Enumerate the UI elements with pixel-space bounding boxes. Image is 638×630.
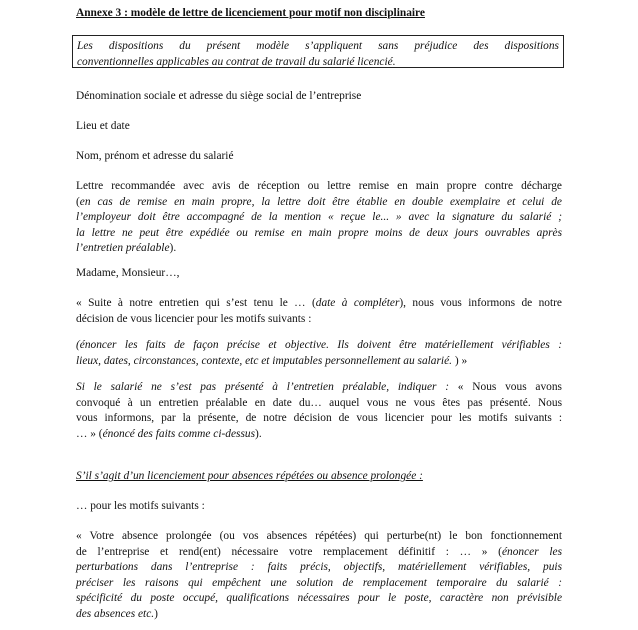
paragraph-facts — [76, 338, 562, 369]
text-line: spécificité du poste occupé, qualifications nécessaires pour le poste, caractère non prévisible — [76, 592, 562, 605]
text-line: … » (énoncé des faits comme ci-dessus). — [76, 427, 262, 440]
company-line: Dénomination sociale et adresse du siège social de l’entreprise — [76, 90, 362, 102]
salutation: Madame, Monsieur…, — [76, 267, 180, 279]
employee-line: Nom, prénom et adresse du salarié — [76, 150, 234, 162]
text-line: préciser les raisons qui empêchent une solution de remplacement temporaire du salarié : — [76, 576, 562, 589]
section-heading: S’il s’agit d’un licenciement pour absences répétées ou absence prolongée : — [76, 470, 423, 482]
text-line: « Suite à notre entretien qui s’est tenu le … (date à compléter), nous vous informons de notre — [76, 297, 562, 309]
paragraph-absence — [76, 529, 562, 623]
text-line: Lettre recommandée avec avis de réception ou lettre remise en main propre contre décharge — [76, 180, 562, 192]
text-line: (énoncer les faits de façon précise et objective. Ils doivent être matériellement vérifiables : — [76, 339, 562, 351]
text-line: de l’entreprise et rend(ent) nécessaire votre remplacement définitif : … » (énoncer les — [76, 545, 562, 558]
place-date-line: Lieu et date — [76, 120, 130, 132]
text-line: vous informons, par la présente, de notre décision de vous licencier pour les motifs suivants : — [76, 412, 562, 425]
text-line: décision de vous licencier pour les motifs suivants : — [76, 312, 312, 325]
text-line: (en cas de remise en main propre, la lettre doit être établie en double exemplaire et celui de — [76, 195, 562, 208]
annex-title: Annexe 3 : modèle de lettre de licenciement pour motif non disciplinaire — [76, 7, 425, 19]
text-line: l’entretien préalable). — [76, 242, 177, 255]
paragraph-motifs — [76, 296, 562, 327]
text-line: la lettre ne peut être expédiée ou remise en main propre moins de deux jours ouvrables après — [76, 226, 562, 239]
text-line: Si le salarié ne s’est pas présenté à l’entretien préalable, indiquer : « Nous vous avons — [76, 381, 562, 393]
letter-mode-paragraph — [76, 179, 562, 257]
text-line: convoqué à un entretien préalable en date du… auquel vous ne vous êtes pas présenté. Nous — [76, 396, 562, 409]
notice-box — [72, 35, 564, 68]
text-line: des absences etc.) — [76, 607, 158, 620]
motifs-line: … pour les motifs suivants : — [76, 500, 205, 512]
notice-line: conventionnelles applicables au contrat de travail du salarié licencié. — [77, 55, 396, 68]
text-line: « Votre absence prolongée (ou vos absences répétées) qui perturbe(nt) le bon fonctionnement — [76, 530, 562, 542]
notice-line: Les dispositions du présent modèle s’appliquent sans préjudice des dispositions — [77, 40, 559, 52]
paragraph-absent-interview — [76, 380, 562, 442]
text-line: lieux, dates, circonstances, contexte, etc et imputables personnellement au salarié. ) » — [76, 354, 468, 367]
text-line: l’employeur doit être accompagné de la mention « reçue le... » avec la signature du salarié ; — [76, 211, 562, 224]
text-line: perturbations dans l’entreprise : faits précis, objectifs, matériellement vérifiables, puis — [76, 561, 562, 574]
